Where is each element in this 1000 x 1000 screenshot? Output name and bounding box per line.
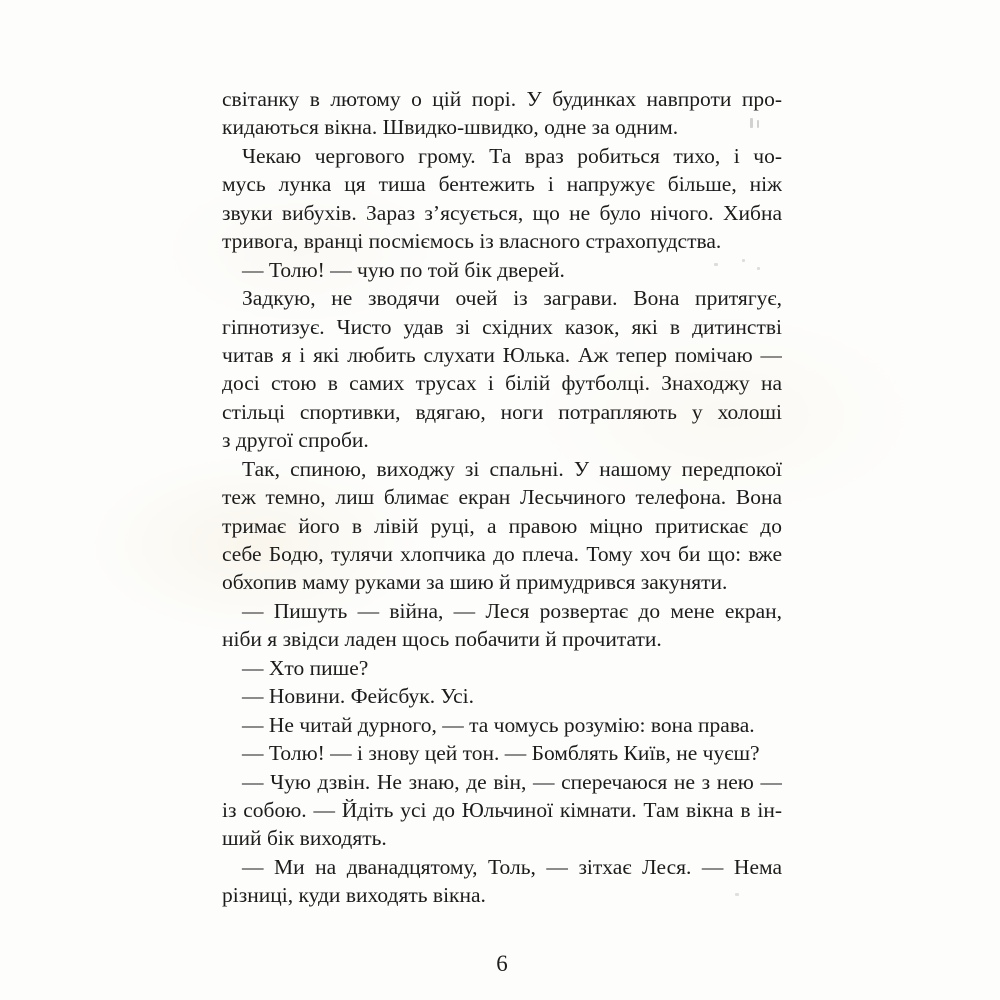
text-line: — Чую дзвін. Не знаю, де він, — сперечаюся не з нею — [242, 769, 782, 794]
text-line: теж темно, лиш блимає екран Лесьчиного телефона. Вона [222, 485, 782, 510]
text-line: Задкую, не зводячи очей із заграви. Вона притягує, [242, 286, 782, 311]
text-line: — Толю! — чую по той бік дверей. [242, 257, 565, 282]
page-number: 6 [496, 951, 508, 976]
text-line: — Толю! — і знову цей тон. — Бомблять Київ, не чуєш? [242, 741, 760, 766]
text-line: Чекаю чергового грому. Та враз робиться тихо, і чо- [242, 143, 782, 168]
text-line: — Ми на дванадцятому, Толь, — зітхає Леся. — Нема [242, 854, 782, 879]
text-line: ніби я звідси ладен щось побачити й прочитати. [222, 627, 662, 652]
text-line: — Новини. Фейсбук. Усі. [242, 684, 475, 709]
text-line: — Пишуть — війна, — Леся розвертає до мене екран, [242, 598, 782, 623]
scan-artifact [757, 120, 759, 128]
scan-artifact [750, 118, 753, 128]
text-line: ший бік виходять. [222, 826, 387, 851]
scan-artifact [757, 267, 760, 270]
text-line: досі стою в самих трусах і білій футболці. Знаходжу на [222, 371, 782, 396]
text-line: світанку в лютому о цій порі. У будинках навпроти про- [222, 87, 782, 111]
text-line: звуки вибухів. Зараз з’ясується, що не було нічого. Хибна [222, 200, 782, 225]
scan-artifact [714, 263, 718, 266]
text-line: — Не читай дурного, — та чомусь розумію: вона права. [242, 712, 755, 737]
scan-artifact [742, 259, 745, 262]
text-line: кидаються вікна. Швидко-швидко, одне за одним. [222, 115, 679, 140]
text-line: Так, спиною, виходжу зі спальні. У нашому передпокої [242, 456, 782, 481]
text-line: — Хто пише? [242, 655, 369, 680]
text-line: тривога, вранці посміємось із власного страхопудства. [222, 229, 722, 254]
text-line: обхопив маму руками за шию й примудрився закуняти. [222, 570, 728, 595]
text-line: гіпнотизує. Чисто удав зі східних казок, які в дитинстві [222, 314, 782, 339]
text-line: з другої спроби. [222, 428, 369, 453]
text-line: тримає його в лівій руці, а правою міцно притискає до [222, 513, 782, 538]
text-block [222, 85, 782, 910]
text-line: із собою. — Йдіть усі до Юльчиної кімнати. Там вікна в ін- [222, 797, 782, 822]
scan-artifact [735, 893, 739, 896]
text-line: себе Бодю, тулячи хлопчика до плеча. Тому хоч би що: вже [222, 542, 782, 566]
text-line: різниці, куди виходять вікна. [222, 883, 486, 908]
text-line: читав я і які любить слухати Юлька. Аж тепер помічаю — [222, 342, 782, 367]
text-line: мусь лунка ця тиша бентежить і напружує більше, ніж [222, 172, 782, 197]
text-line: стільці спортивки, вдягаю, ноги потрапляють у холоші [222, 399, 782, 424]
